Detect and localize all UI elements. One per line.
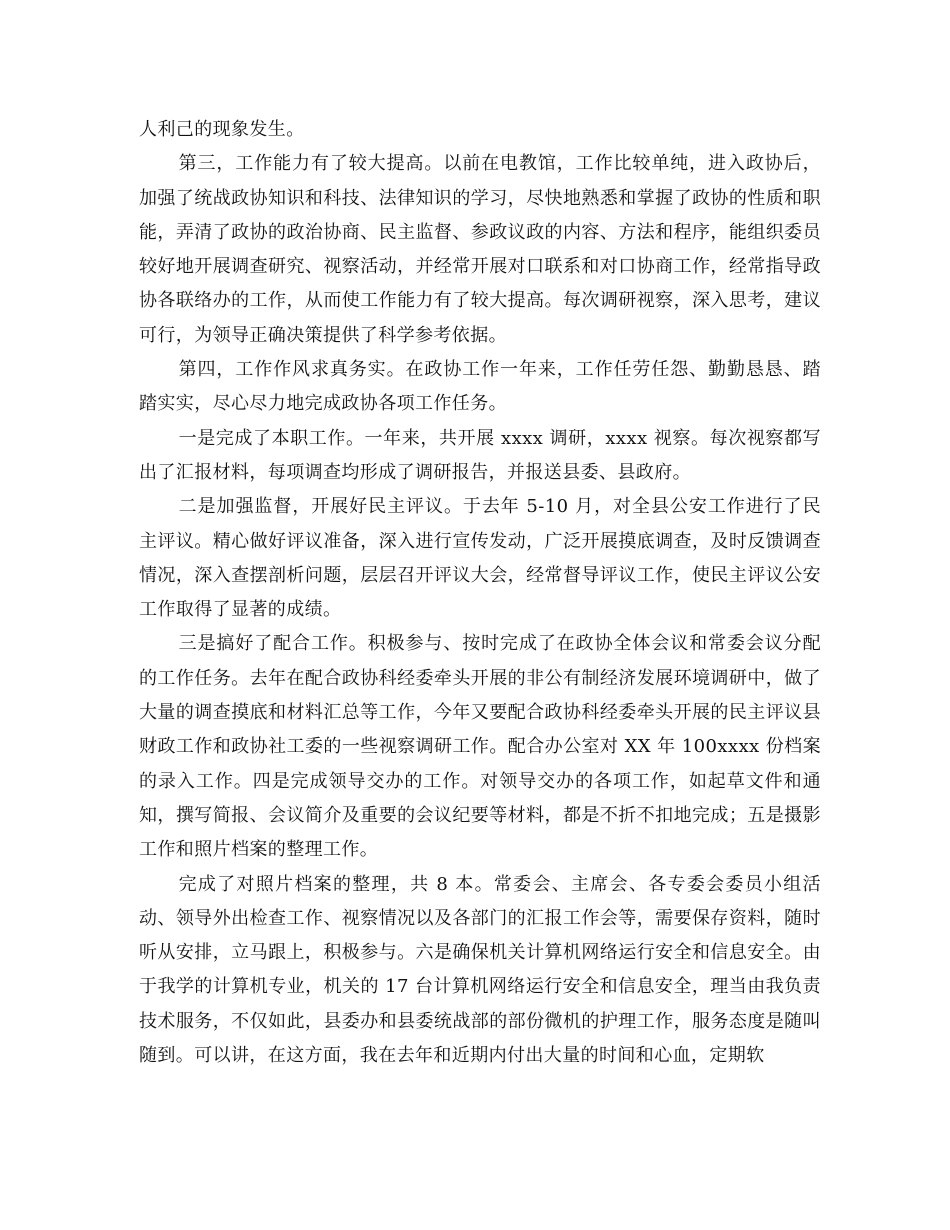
- paragraph-2: 第三，工作能力有了较大提高。以前在电教馆，工作比较单纯，进入政协后，加强了统战政协知识和科技、法律知识的学习，尽快地熟悉和掌握了政协的性质和职能，弄清了政协的政治协商、民主监督、参政议政的内容、方法和程序，能组织委员较好地开展调查研究、视察活动，并经常开展对口联系和对口协商工作，经常指导政协各联络办的工作，从而使工作能力有了较大提高。每次调研视察，深入思考，建议可行，为领导正确决策提供了科学参考依据。: [139, 153, 821, 346]
- paragraph-3: 第四，工作作风求真务实。在政协工作一年来，工作任劳任怨、勤勤恳恳、踏踏实实，尽心尽力地完成政协各项工作任务。: [139, 359, 821, 415]
- document-body: [139, 113, 821, 1073]
- paragraph-7: 完成了对照片档案的整理，共 8 本。常委会、主席会、各专委会委员小组活动、领导外出检查工作、视察情况以及各部门的汇报工作会等，需要保存资料，随时听从安排，立马跟上，积极参与。六是确保机关计算机网络运行安全和信息安全。由于我学的计算机专业，机关的 17 台计算机网络运行安全和信息安全，理当由我负责技术服务，不仅如此，县委办和县委统战部的部份微机的护理工作，服务态度是随叫随到。可以讲，在这方面，我在去年和近期内付出大量的时间和心血，定期软: [139, 873, 821, 1067]
- paragraph-4: 一是完成了本职工作。一年来，共开展 xxxx 调研，xxxx 视察。每次视察都写出了汇报材料，每项调查均形成了调研报告，并报送县委、县政府。: [139, 427, 821, 483]
- paragraph-5: 二是加强监督，开展好民主评议。于去年 5-10 月，对全县公安工作进行了民主评议。精心做好评议准备，深入进行宣传发动，广泛开展摸底调查，及时反馈调查情况，深入查摆剖析问题，层层召开评议大会，经常督导评议工作，使民主评议公安工作取得了显著的成绩。: [139, 496, 821, 621]
- paragraph-1: 人利己的现象发生。: [139, 119, 305, 140]
- paragraph-6: 三是搞好了配合工作。积极参与、按时完成了在政协全体会议和常委会议分配的工作任务。去年在配合政协科经委牵头开展的非公有制经济发展环境调研中，做了大量的调查摸底和材料汇总等工作，今年又要配合政协科经委牵头开展的民主评议县财政工作和政协社工委的一些视察调研工作。配合办公室对 XX 年 100xxxx 份档案的录入工作。四是完成领导交办的工作。对领导交办的各项工作，如起草文件和通知，撰写简报、会议简介及重要的会议纪要等材料，都是不折不扣地完成；五是摄影工作和照片档案的整理工作。: [139, 633, 821, 861]
